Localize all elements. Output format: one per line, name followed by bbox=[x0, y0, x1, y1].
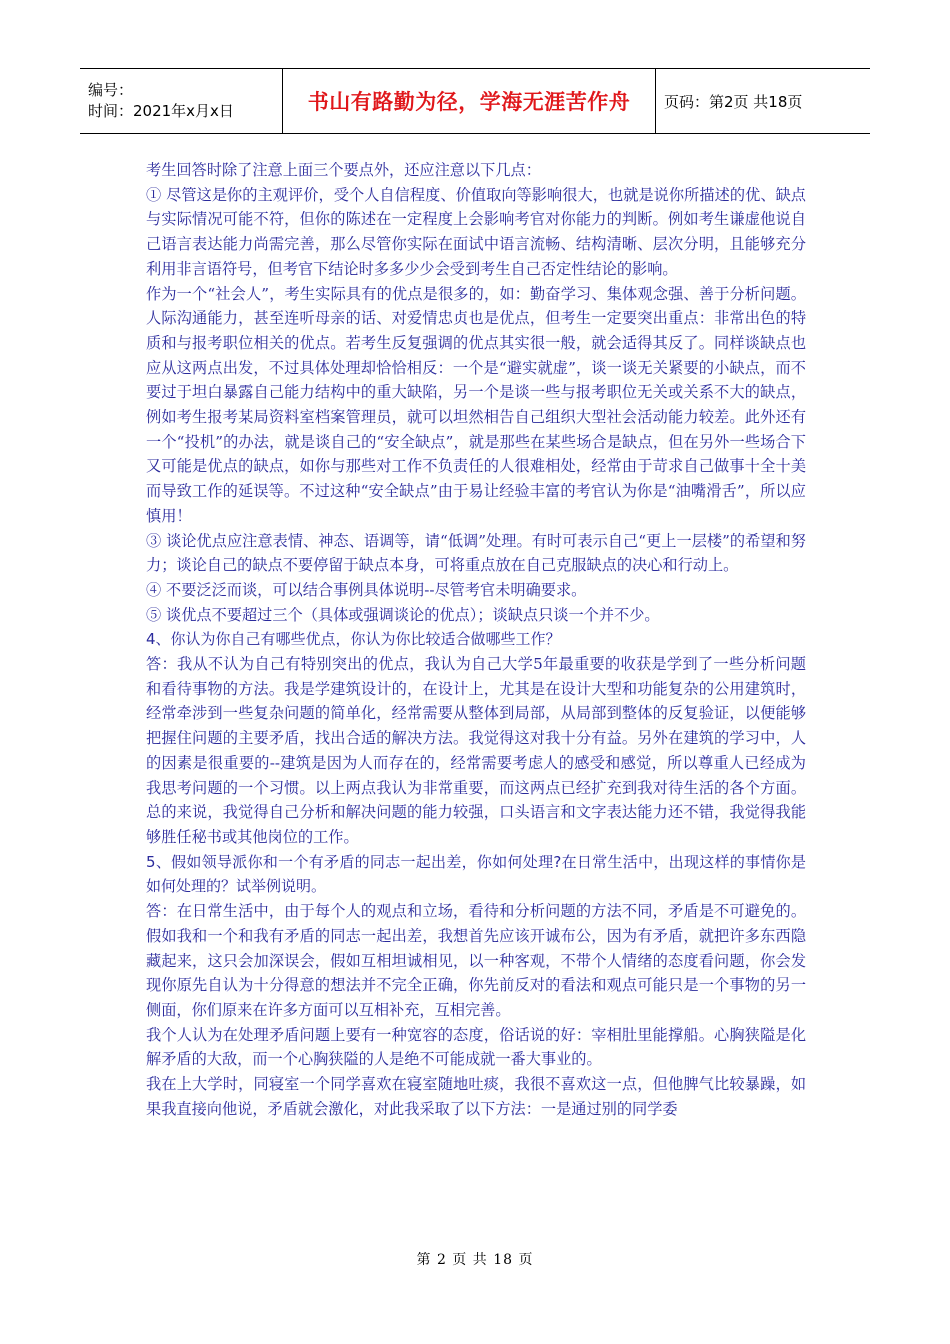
header-motto: 书山有路勤为径，学海无涯苦作舟 bbox=[307, 90, 631, 114]
answer-5: 答：在日常生活中，由于每个人的观点和立场，看待和分析问题的方法不同，矛盾是不可避免的。假如我和一个和我有矛盾的同志一起出差，我想首先应该开诚布公，因为有矛盾，就把许多东西隐藏起来，这只会加深误会，假如互相坦诚相见，以一种客观，不带个人情绪的态度看问题，你会发现你原先自认为十分得意的想法并不完全正确，你先前反对的看法和观点可能只是一个事物的另一侧面，你们原来在许多方面可以互相补充，互相完善。 bbox=[146, 902, 806, 1019]
paragraph-social-person: 作为一个“社会人”，考生实际具有的优点是很多的，如：勤奋学习、集体观念强、善于分析问题。人际沟通能力，甚至连听母亲的话、对爱情忠贞也是优点，但考生一定要突出重点：非常出色的特质和与报考职位相关的优点。若考生反复强调的优点其实很一般，就会适得其反了。同样谈缺点也应从这两点出发，不过具体处理却恰恰相反：一个是“避实就虚”，谈一谈无关紧要的小缺点，而不要过于坦白暴露自己能力结构中的重大缺陷，另一个是谈一些与报考职位无关或关系不大的缺点，例如考生报考某局资料室档案管理员，就可以坦然相告自己组织大型社会活动能力较差。此外还有一个“投机”的办法，就是谈自己的“安全缺点”，就是那些在某些场合是缺点，但在另外一些场合下又可能是优点的缺点，如你与那些对工作不负责任的人很难相处，经常由于苛求自己做事十全十美而导致工作的延误等。不过这种“安全缺点”由于易让经验丰富的考官认为你是“油嘴滑舌”，所以应慎用！ bbox=[146, 284, 806, 525]
header-page-cell bbox=[656, 69, 870, 133]
document-date: 时间：2021年x月x日 bbox=[88, 102, 234, 120]
paragraph-point-5: ⑤ 谈优点不要超过三个（具体或强调谈论的优点）；谈缺点只谈一个并不少。 bbox=[146, 605, 660, 624]
paragraph-point-3: ③ 谈论优点应注意表情、神态、语调等，请“低调”处理。有时可表示自己“更上一层楼”的希望和努力；谈论自己的缺点不要停留于缺点本身，可将重点放在自己克服缺点的决心和行动上。 bbox=[146, 531, 806, 575]
header-page-info: 页码：第2页 共18页 bbox=[664, 92, 803, 111]
document-number-label: 编号： bbox=[88, 81, 134, 99]
header-left-cell bbox=[80, 69, 282, 133]
page-footer: 第 2 页 共 18 页 bbox=[416, 1252, 534, 1268]
question-4: 4、你认为你自己有哪些优点，你认为你比较适合做哪些工作？ bbox=[146, 630, 561, 649]
paragraph-dorm-example: 我在上大学时，同寝室一个同学喜欢在寝室随地吐痰，我很不喜欢这一点，但他脾气比较暴躁，如果我直接向他说，矛盾就会激化，对此我采取了以下方法：一是通过别的同学委 bbox=[146, 1075, 806, 1118]
answer-4: 答：我从不认为自己有特别突出的优点，我认为自己大学5年最重要的收获是学到了一些分析问题和看待事物的方法。我是学建筑设计的，在设计上，尤其是在设计大型和功能复杂的公用建筑时，经常牵涉到一些复杂问题的简单化，经常需要从整体到局部，从局部到整体的反复验证，以便能够把握住问题的主要矛盾，找出合适的解决方法。我觉得这对我十分有益。另外在建筑的学习中，人的因素是很重要的--建筑是因为人而存在的，经常需要考虑人的感受和感觉，所以尊重人已经成为我思考问题的一个习惯。以上两点我认为非常重要，而这两点已经扩充到我对待生活的各个方面。总的来说，我觉得自己分析和解决问题的能力较强，口头语言和文字表达能力还不错，我觉得我能够胜任秘书或其他岗位的工作。 bbox=[146, 655, 806, 846]
header-motto-cell bbox=[282, 69, 656, 133]
paragraph-point-4: ④ 不要泛泛而谈，可以结合事例具体说明--尽管考官未明确要求。 bbox=[146, 580, 587, 599]
question-5: 5、假如领导派你和一个有矛盾的同志一起出差，你如何处理?在日常生活中，出现这样的事情你是如何处理的？试举例说明。 bbox=[146, 852, 806, 896]
paragraph-tolerance: 我个人认为在处理矛盾问题上要有一种宽容的态度，俗话说的好：宰相肚里能撑船。心胸狭隘是化解矛盾的大敌，而一个心胸狭隘的人是绝不可能成就一番大事业的。 bbox=[146, 1025, 806, 1069]
page-header bbox=[80, 68, 870, 134]
document-body bbox=[146, 158, 806, 1121]
paragraph-intro: 考生回答时除了注意上面三个要点外，还应注意以下几点： bbox=[146, 161, 541, 179]
paragraph-point-1: ① 尽管这是你的主观评价，受个人自信程度、价值取向等影响很大，也就是说你所描述的优、缺点与实际情况可能不符，但你的陈述在一定程度上会影响考官对你能力的判断。例如考生谦虚他说自己语言表达能力尚需完善，那么尽管你实际在面试中语言流畅、结构清晰、层次分明，且能够充分利用非言语符号，但考官下结论时多多少少会受到考生自己否定性结论的影响。 bbox=[146, 185, 806, 278]
